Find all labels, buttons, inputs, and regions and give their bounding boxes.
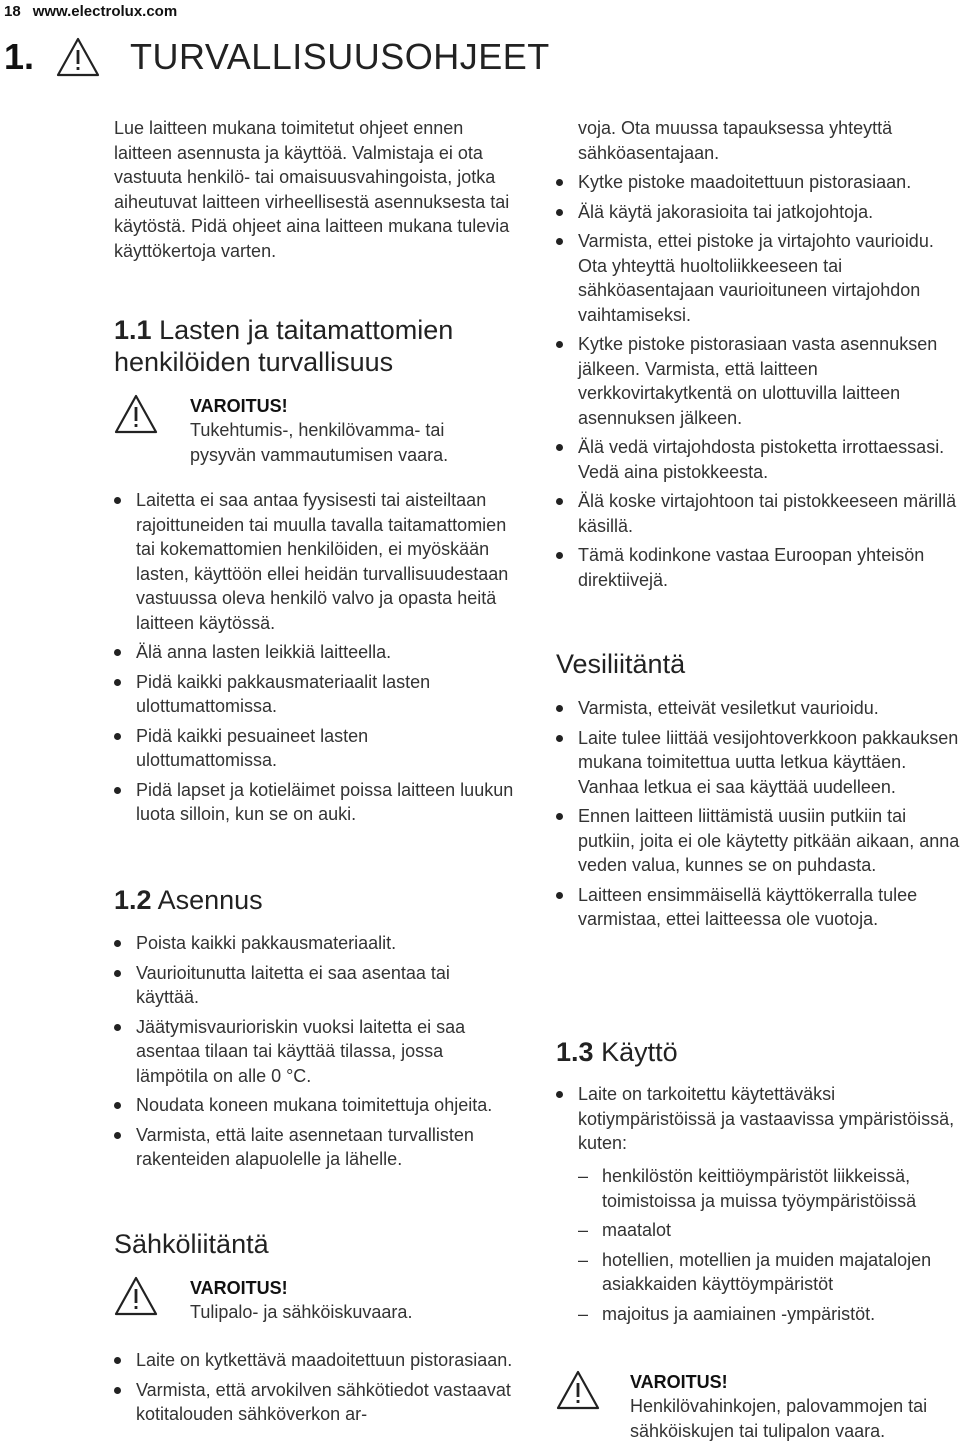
sub-list-item: – majoitus ja aamiainen -ympäristöt. [578, 1302, 960, 1327]
warning-text: Henkilövahinkojen, palovammojen tai sähköiskujen tai tulipalon vaara. [630, 1396, 928, 1441]
electrical-list-right [556, 170, 960, 597]
section-title: Sähköliitäntä [114, 1229, 269, 1259]
section-number: 1.2 [114, 885, 152, 915]
list-item: Kytke pistoke pistorasiaan vasta asennuksen jälkeen. Varmista, että laitteen verkkovirtakytkentä on ulottuvilla laitteen asennuksen jälkeen. [556, 332, 960, 430]
warning-text: Tulipalo- ja sähköiskuvaara. [190, 1302, 413, 1322]
water-list [556, 696, 960, 937]
page-number: 18 [4, 2, 21, 20]
list-item: Noudata koneen mukana toimitettuja ohjeita. [114, 1093, 514, 1118]
warning-triangle-icon [56, 36, 100, 78]
warning-box-usage [556, 1370, 960, 1443]
list-item: Varmista, ettei pistoke ja virtajohto vaurioidu. Ota yhteyttä huoltoliikkeeseen tai sähköasentajaan vaurioituneen virtajohdon vaihtamiseksi. [556, 229, 960, 327]
list-item: Älä koske virtajohtoon tai pistokkeeseen märillä käsillä. [556, 489, 960, 538]
list-item: Ennen laitteen liittämistä uusiin putkiin tai putkiin, joita ei ole käytetty pitkään aikaan, anna veden valua, kunnes se on puhdasta. [556, 804, 960, 878]
list-item: Tämä kodinkone vastaa Euroopan yhteisön direktiivejä. [556, 543, 960, 592]
section-number: 1.3 [556, 1037, 594, 1067]
list-item: Varmista, että arvokilven sähkötiedot vastaavat kotitalouden sähköverkon ar- [114, 1378, 514, 1427]
section-title: Lasten ja taitamattomien henkilöiden turvallisuus [114, 315, 454, 377]
list-item: Pidä kaikki pesuaineet lasten ulottumattomissa. [114, 724, 514, 773]
usage-sublist [578, 1164, 960, 1331]
list-item: Varmista, että laite asennetaan turvallisten rakenteiden alapuolelle ja lähelle. [114, 1123, 514, 1172]
section-title: Käyttö [601, 1037, 678, 1067]
continuation-text: voja. Ota muussa tapauksessa yhteyttä sähköasentajaan. [578, 118, 893, 163]
section-title: Vesiliitäntä [556, 649, 686, 679]
section-1-3-heading [556, 1036, 936, 1068]
list-item: Pidä kaikki pakkausmateriaalit lasten ulottumattomissa. [114, 670, 514, 719]
warning-title: VAROITUS! [190, 1278, 288, 1298]
list-item: Varmista, etteivät vesiletkut vaurioidu. [556, 696, 960, 721]
list-item: Laitteen ensimmäisellä käyttökerralla tulee varmistaa, ettei laitteessa ole vuotoja. [556, 883, 960, 932]
section-1-2-heading [114, 884, 494, 916]
list-item: Laitetta ei saa antaa fyysisesti tai aisteiltaan rajoittuneiden tai muulla tavalla taitamattomien tai kokemattomien henkilöiden, ei myöskään lasten, käyttöön ellei heidän turvallisuudestaan vastuussa oleva henkilö valvo ja opasta heitä laitteen käytössä. [114, 488, 514, 635]
section-title: Asennus [157, 885, 263, 915]
list-item: Älä anna lasten leikkiä laitteella. [114, 640, 514, 665]
chapter-title: TURVALLISUUSOHJEET [130, 36, 550, 77]
list-item: Poista kaikki pakkausmateriaalit. [114, 931, 514, 956]
list-item: Kytke pistoke maadoitettuun pistorasiaan. [556, 170, 960, 195]
section-1-1-heading [114, 314, 494, 378]
list-item: Laite on tarkoitettu käytettäväksi kotiympäristöissä ja vastaavissa ympäristöissä, kuten: [556, 1082, 960, 1156]
chapter-heading [4, 36, 550, 78]
warning-title: VAROITUS! [630, 1372, 728, 1392]
sub-list-item: – henkilöstön keittiöympäristöt liikkeissä, toimistoissa ja muissa työympäristöissä [578, 1164, 960, 1213]
warning-triangle-icon [556, 1370, 600, 1410]
site-url: www.electrolux.com [32, 2, 178, 20]
electrical-heading [114, 1228, 494, 1260]
warning-box-electrical [114, 1276, 514, 1325]
chapter-number: 1. [4, 36, 35, 77]
sub-list-item: – maatalot [578, 1218, 960, 1243]
electrical-list-left [114, 1348, 514, 1432]
list-item: Jäätymisvaurioriskin vuoksi laitetta ei saa asentaa tilaan tai käyttää tilassa, jossa lämpötila on alle 0 °C. [114, 1015, 514, 1089]
page-header [4, 0, 177, 22]
intro-paragraph: Lue laitteen mukana toimitetut ohjeet ennen laitteen asennusta ja käyttöä. Valmistaja ei ota vastuuta henkilö- tai omaisuusvahingoista, jotka aiheutuvat laitteen virheellisestä asennuksesta tai käytöstä. Pidä ohjeet aina laitteen mukana tulevia käyttökertoja varten. [114, 118, 510, 261]
sub-list-item: – hotellien, motellien ja muiden majatalojen asiakkaiden käyttöympäristöt [578, 1248, 960, 1297]
children-safety-list [114, 488, 514, 832]
warning-box-children [114, 394, 514, 467]
warning-title: VAROITUS! [190, 396, 288, 416]
section-number: 1.1 [114, 315, 152, 345]
installation-list [114, 931, 514, 1177]
list-item: Pidä lapset ja kotieläimet poissa laitteen luukun luota silloin, kun se on auki. [114, 778, 514, 827]
list-item: Laite on kytkettävä maadoitettuun pistorasiaan. [114, 1348, 514, 1373]
warning-text: Tukehtumis-, henkilövamma- tai pysyvän vammautumisen vaara. [190, 420, 449, 465]
list-item: Laite tulee liittää vesijohtoverkkoon pakkauksen mukana toimitettua uutta letkua käyttäen. Vanhaa letkua ei saa käyttää uudelleen. [556, 726, 960, 800]
warning-triangle-icon [114, 1276, 158, 1316]
list-item: Älä vedä virtajohdosta pistoketta irrottaessasi. Vedä aina pistokkeesta. [556, 435, 960, 484]
list-item: Älä käytä jakorasioita tai jatkojohtoja. [556, 200, 960, 225]
usage-list [556, 1082, 960, 1161]
water-heading [556, 648, 936, 680]
warning-triangle-icon [114, 394, 158, 434]
list-item: Vaurioitunutta laitetta ei saa asentaa tai käyttää. [114, 961, 514, 1010]
